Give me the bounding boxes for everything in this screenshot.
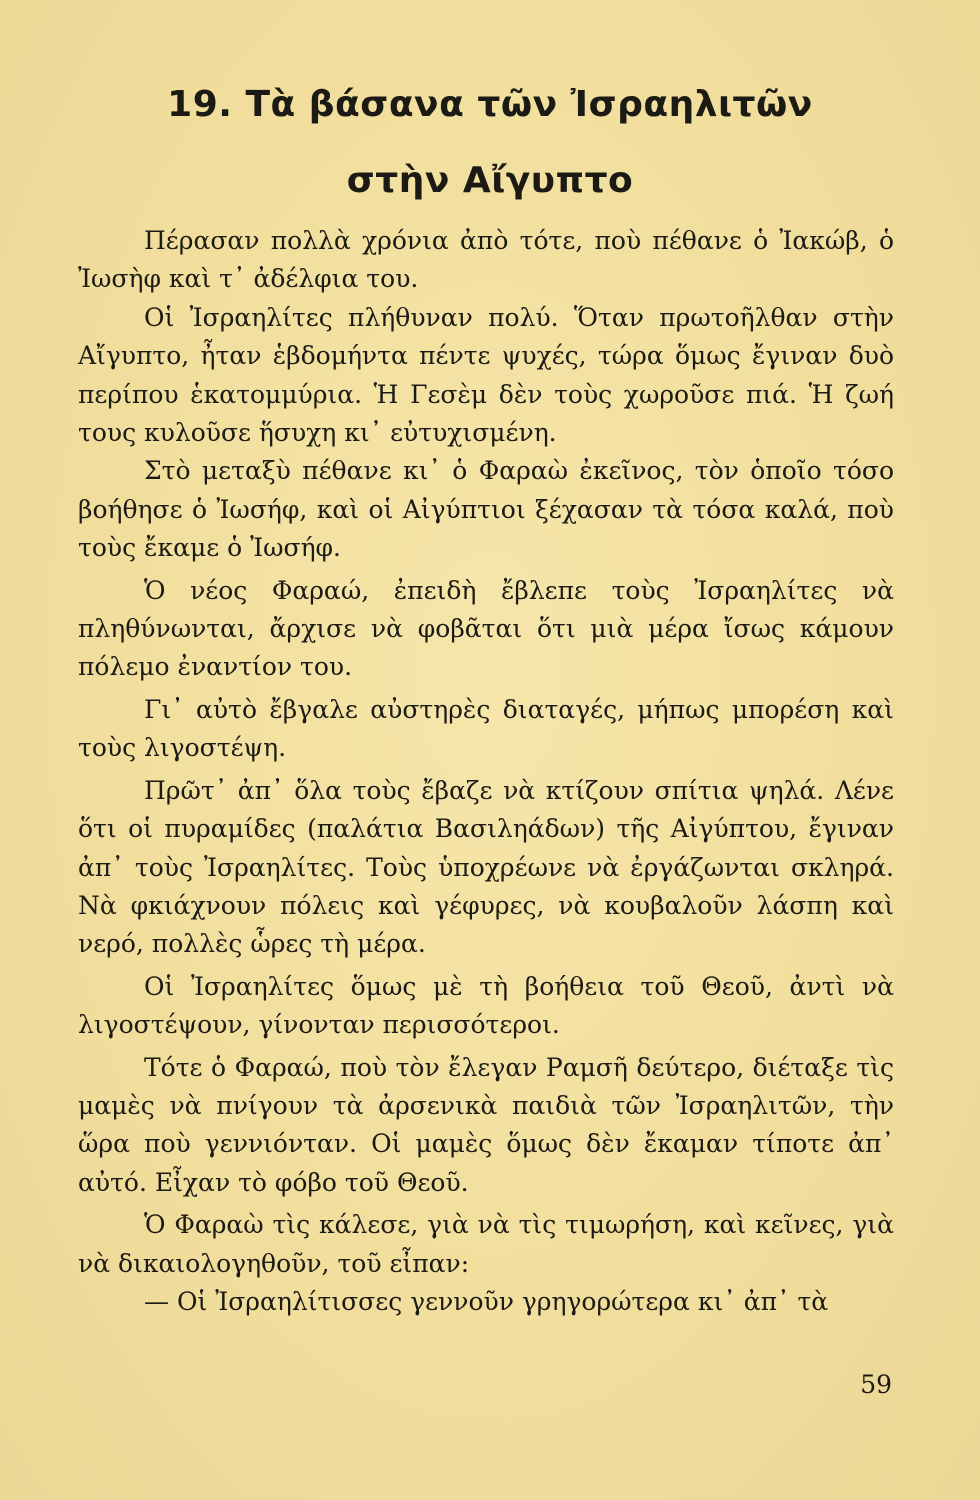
paragraph: Πρῶτ᾽ ἀπ᾽ ὅλα τοὺς ἔβαζε νὰ κτίζουν σπίτια ψηλά. Λένε ὅτι οἱ πυραμίδες (παλάτια Βασιληάδων) τῆς Αἰγύπτου, ἔγιναν ἀπ᾽ τοὺς Ἰσραηλίτες. Τοὺς ὑποχρέωνε νὰ ἐργάζωνται σκληρά. Νὰ φκιάχνουν πόλεις καὶ γέφυρες, νὰ κουβαλοῦν λάσπη καὶ νερό, πολλὲς ὧρες τὴ μέρα. [78, 775, 894, 959]
paragraph: Στὸ μεταξὺ πέθανε κι᾽ ὁ Φαραὼ ἐκεῖνος, τὸν ὁποῖο τόσο βοήθησε ὁ Ἰωσήφ, καὶ οἱ Αἰγύπτιοι ξέχασαν τὰ τόσα καλά, ποὺ τοὺς ἔκαμε ὁ Ἰωσήφ. [78, 456, 894, 563]
paragraph: Οἱ Ἰσραηλίτες πλήθυναν πολύ. Ὅταν πρωτοῆλθαν στὴν Αἴγυπτο, ἦταν ἑβδομήντα πέντε ψυχές, τώρα ὅμως ἔγιναν δυὸ περίπου ἑκατομμύρια. Ἡ Γεσὲμ δὲν τοὺς χωροῦσε πιά. Ἡ ζωή τους κυλοῦσε ἥσυχη κι᾽ εὐτυχισμένη. [78, 302, 894, 448]
paragraph: Γι᾽ αὐτὸ ἔβγαλε αὐστηρὲς διαταγές, μήπως μπορέση καὶ τοὺς λιγοστέψη. [78, 694, 894, 763]
paragraph: Ὁ Φαραὼ τὶς κάλεσε, γιὰ νὰ τὶς τιμωρήση, καὶ κεῖνες, γιὰ νὰ δικαιολογηθοῦν, τοῦ εἶπαν: [78, 1210, 894, 1278]
chapter-title-line-1: 19. Τὰ βάσανα τῶν Ἰσραηλιτῶν [167, 84, 813, 125]
paragraph: — Οἱ Ἰσραηλίτισσες γεννοῦν γρηγορώτερα κι᾽ ἀπ᾽ τὰ [144, 1286, 829, 1316]
body-text [78, 222, 894, 1321]
paragraph: Οἱ Ἰσραηλίτες ὅμως μὲ τὴ βοήθεια τοῦ Θεοῦ, ἀντὶ νὰ λιγοστέψουν, γίνονταν περισσότεροι. [78, 971, 894, 1040]
chapter-title-line-2: στὴν Αἴγυπτο [346, 160, 634, 201]
paragraph: Πέρασαν πολλὰ χρόνια ἀπὸ τότε, ποὺ πέθανε ὁ Ἰακώβ, ὁ Ἰωσὴφ καὶ τ᾽ ἀδέλφια του. [78, 226, 894, 294]
chapter-title [0, 80, 980, 206]
page-number: 59 [860, 1370, 892, 1399]
paragraph: Τότε ὁ Φαραώ, ποὺ τὸν ἔλεγαν Ραμσῆ δεύτερο, διέταξε τὶς μαμὲς νὰ πνίγουν τὰ ἀρσενικὰ παιδιὰ τῶν Ἰσραηλιτῶν, τὴν ὥρα ποὺ γεννιόνταν. Οἱ μαμὲς ὅμως δὲν ἔκαμαν τίποτε ἀπ᾽ αὐτό. Εἶχαν τὸ φόβο τοῦ Θεοῦ. [78, 1052, 894, 1197]
paragraph: Ὁ νέος Φαραώ, ἐπειδὴ ἔβλεπε τοὺς Ἰσραηλίτες νὰ πληθύνωνται, ἄρχισε νὰ φοβᾶται ὅτι μιὰ μέρα ἴσως κάμουν πόλεμο ἐναντίον του. [78, 575, 894, 682]
